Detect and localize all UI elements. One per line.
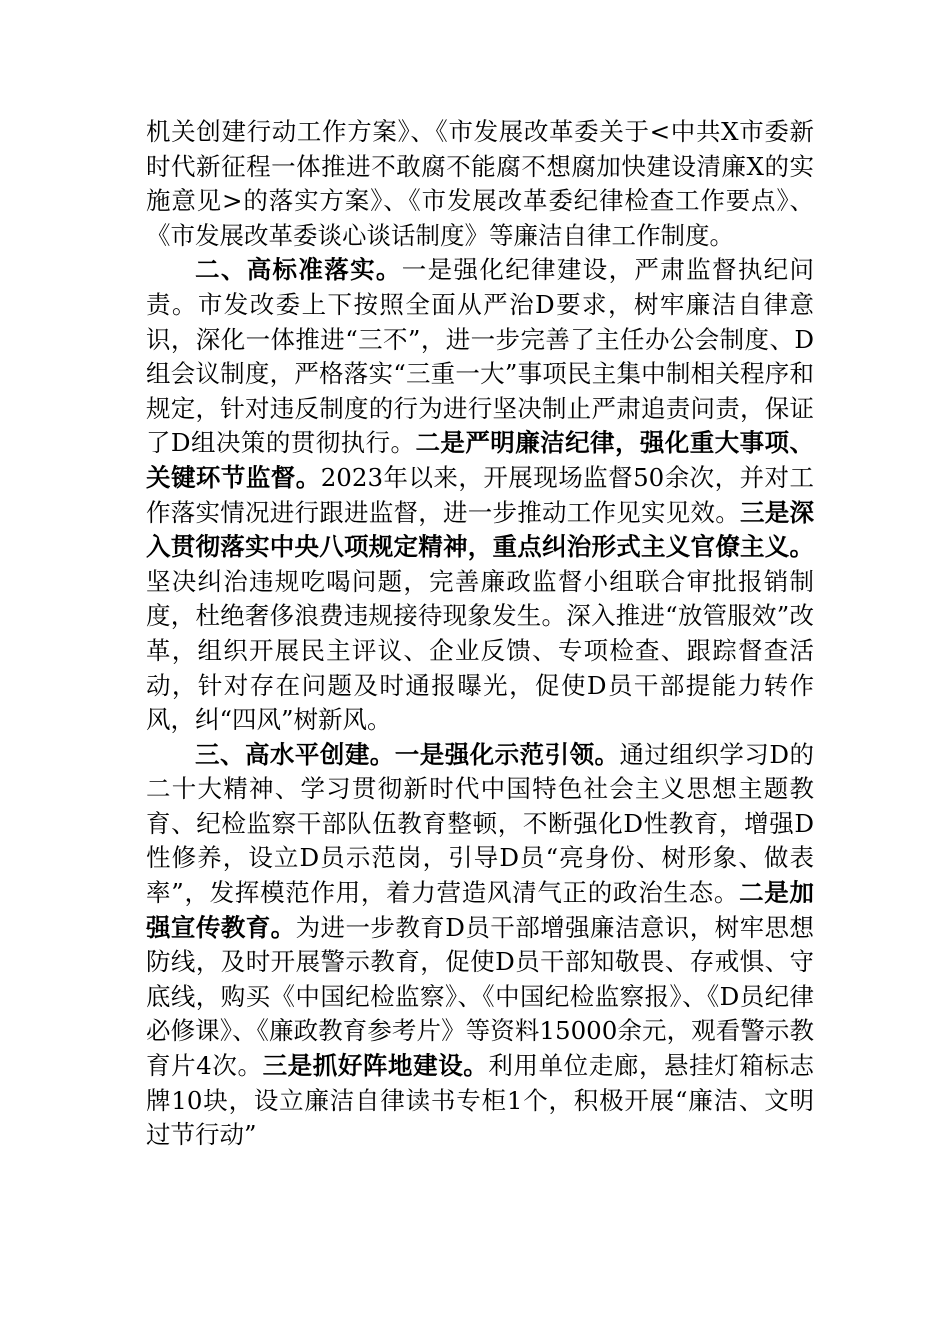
text-run: 机关创建行动工作方案》、《市发展改革委关于<中共X市委新时代新征程一体推进不敢腐不能腐不想腐加快建设清廉X的实施意见>的落实方案》、《市发展改革委纪律检查工作要点》、《市发展改革委谈心谈话制度》等廉洁自律工作制度。 <box>146 117 814 250</box>
text-run: 通过组织学习D的二十大精神、学习贯彻新时代中国特色社会主义思想主题教育、纪检监察干部队伍教育整顿，不断强化D性教育，增强D性修养，设立D员示范岗，引导D员“亮身份、树形象、做表率”，发挥模范作用，着力营造风清气正的政治生态。 <box>146 739 814 908</box>
bold-point: 二是加强宣传教育。 <box>146 878 814 942</box>
bold-point: 三是抓好阵地建设。 <box>262 1051 489 1081</box>
bold-point: 一是强化示范引领。 <box>394 739 620 769</box>
text-run: 坚决纠治违规吃喝问题，完善廉政监督小组联合审批报销制度，杜绝奢侈浪费违规接待现象发生。深入推进“放管服效”改革，组织开展民主评议、企业反馈、专项检查、跟踪督查活动，针对存在问题及时通报曝光，促使D员干部提能力转作风，纠“四风”树新风。 <box>146 566 814 735</box>
text-run: 2023年以来，开展现场监督50余次，并对工作落实情况进行跟进监督，进一步推动工作见实见效。 <box>146 462 814 527</box>
paragraph-intro-continued <box>146 115 814 253</box>
paragraph-section-three <box>146 738 814 1153</box>
text-run: 一是强化纪律建设，严肃监督执纪问责。市发改委上下按照全面从严治D要求，树牢廉洁自律意识，深化一体推进“三不”，进一步完善了主任办公会制度、D组会议制度，严格落实“三重一大”事项民主集中制相关程序和规定，针对违反制度的行为进行坚决制止严肃追责问责，保证了D组决策的贯彻执行。 <box>146 255 815 458</box>
section-heading: 三、高水平创建。 <box>195 739 395 769</box>
section-heading: 二、高标准落实。 <box>195 255 402 285</box>
bold-point: 二是严明廉洁纪律，强化重大事项、关键环节监督。 <box>146 428 814 492</box>
text-run: 利用单位走廊，悬挂灯箱标志牌10块，设立廉洁自律读书专柜1个，积极开展“廉洁、文明过节行动” <box>146 1051 815 1150</box>
paragraph-section-two <box>146 253 814 737</box>
document-body <box>146 115 814 1153</box>
bold-point: 三是深入贯彻落实中央八项规定精神，重点纠治形式主义官僚主义。 <box>146 497 814 562</box>
text-run: 为进一步教育D员干部增强廉洁意识，树牢思想防线，及时开展警示教育，促使D员干部知敬畏、存戒惧、守底线，购买《中国纪检监察》、《中国纪检监察报》、《D员纪律必修课》、《廉政教育参考片》等资料15000余元，观看警示教育片4次。 <box>146 912 814 1081</box>
